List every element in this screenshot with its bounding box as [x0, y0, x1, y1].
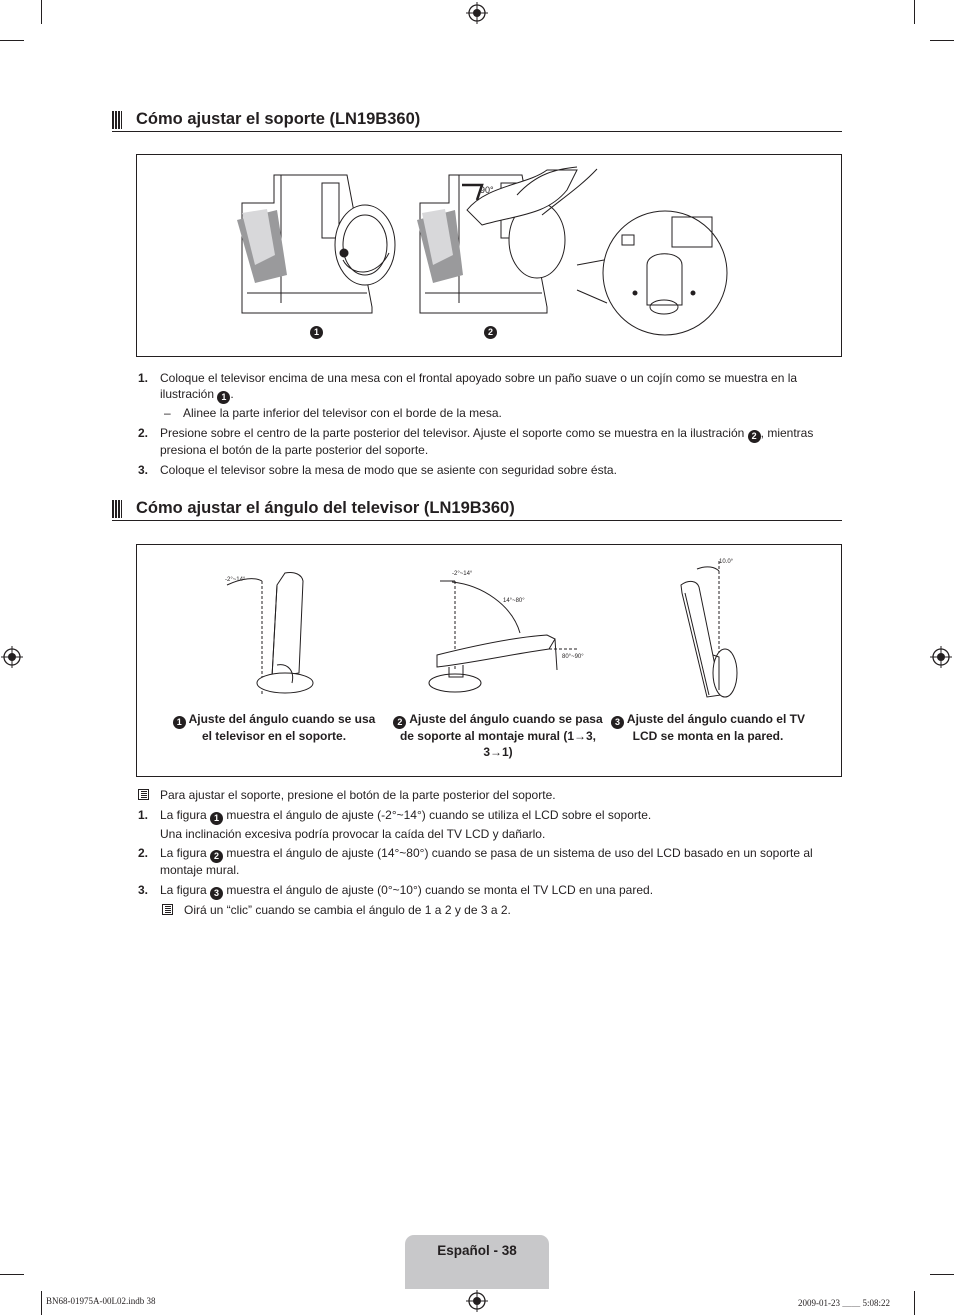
crop-mark: [930, 40, 954, 41]
crop-mark: [0, 1274, 24, 1275]
list-item: 1. Coloque el televisor encima de una mesa con el frontal apoyado sobre un paño suave o un cojín como se muestra en la ilustración 1 .: [138, 371, 798, 402]
stand-figure: [136, 154, 842, 357]
note-item: Para ajustar el soporte, presione el botón de la parte posterior del soporte.: [136, 788, 836, 804]
angle-label: -2°~14°: [225, 577, 246, 583]
angle-notes-list: [136, 788, 836, 918]
list-item: 3. Coloque el televisor sobre la mesa de modo que se asiente con seguridad sobre ésta.: [138, 462, 617, 477]
figure-ref: 1: [173, 716, 186, 729]
section-heading-stand: [112, 109, 842, 132]
crop-mark: [0, 40, 24, 41]
registration-mark-icon: [466, 2, 488, 24]
figure-ref: 1: [217, 391, 230, 404]
figure-caption: 2 Ajuste del ángulo cuando se pasa de soporte al montaje mural (1→3, 3→1): [393, 712, 603, 760]
crop-mark: [930, 1274, 954, 1275]
crop-mark: [41, 1291, 42, 1315]
figure-ref: 2: [393, 716, 406, 729]
page-number-tab: [405, 1235, 549, 1289]
note-item: Oirá un “clic” cuando se cambia el ángulo de 1 a 2 y de 3 a 2.: [136, 903, 836, 919]
angle-label: -2°~14°: [452, 571, 473, 577]
page-number: Español - 38: [437, 1243, 517, 1258]
registration-mark-icon: [466, 1290, 488, 1312]
section-heading-angle: [112, 498, 842, 521]
crop-mark: [41, 0, 42, 24]
stand-steps-list: [136, 371, 836, 478]
heading-bar-icon: [112, 500, 122, 518]
angle-label: 14°~80°: [503, 598, 525, 604]
figure-ref: 2: [748, 430, 761, 443]
figure-marker: 2: [484, 326, 497, 339]
list-item: 2. La figura 2 muestra el ángulo de ajuste (14°~80°) cuando se pasa de un sistema de uso del LCD basado en un soporte al montaje mural.: [138, 846, 813, 877]
print-slug-right: 2009-01-23 ＿＿ 5:08:22: [798, 1298, 890, 1308]
section-title: Cómo ajustar el soporte (LN19B360): [136, 110, 421, 128]
figure-ref: 1: [210, 812, 223, 825]
registration-mark-icon: [1, 646, 23, 668]
figure-marker: 1: [310, 326, 323, 339]
list-item: – Alinee la parte inferior del televisor con el borde de la mesa.: [164, 405, 502, 420]
angle-label: 10.0°: [719, 559, 734, 565]
figure-ref: 3: [611, 716, 624, 729]
print-slug-left: BN68-01975A-00L02.indb 38: [46, 1296, 156, 1306]
angle-illustration: [137, 545, 841, 705]
figure-ref: 3: [210, 887, 223, 900]
figure-caption: 1 Ajuste del ángulo cuando se usa el televisor en el soporte.: [169, 712, 379, 745]
figure-caption: 3 Ajuste del ángulo cuando el TV LCD se monta en la pared.: [603, 712, 813, 745]
section-title: Cómo ajustar el ángulo del televisor (LN19B360): [136, 499, 515, 517]
angle-label: 90°: [480, 185, 494, 195]
note-icon: [138, 789, 149, 800]
registration-mark-icon: [930, 646, 952, 668]
angle-label: 80°~90°: [562, 654, 584, 660]
heading-bar-icon: [112, 111, 122, 129]
angle-figure: [136, 544, 842, 777]
crop-mark: [914, 1291, 915, 1315]
list-item: 1. La figura 1 muestra el ángulo de ajuste (-2°~14°) cuando se utiliza el LCD sobre el soporte. Una inclinación excesiva podría provocar la caída del TV LCD y dañarlo.: [138, 807, 652, 841]
crop-mark: [914, 0, 915, 24]
list-item: 2. Presione sobre el centro de la parte posterior del televisor. Ajuste el soporte como se muestra en la ilustración 2 , mientras presiona el botón de la parte posterior del soporte.: [138, 426, 814, 457]
figure-ref: 2: [210, 850, 223, 863]
list-item: 3. La figura 3 muestra el ángulo de ajuste (0°~10°) cuando se monta el TV LCD en una pared.: [138, 882, 654, 898]
note-icon: [162, 904, 173, 915]
